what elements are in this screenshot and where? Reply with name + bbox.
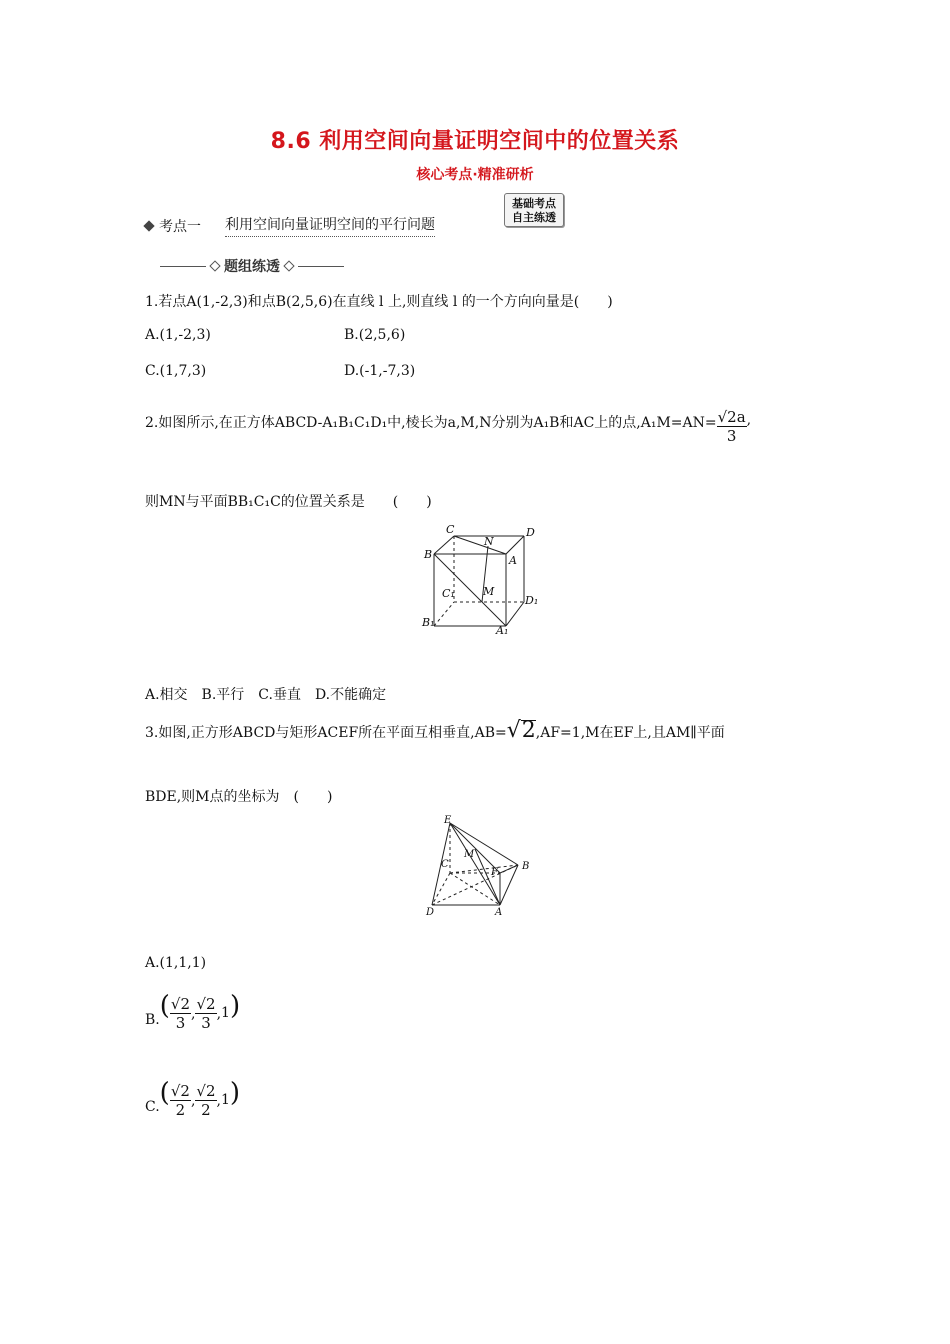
- diamond-icon: [209, 260, 220, 271]
- label-C1: C₁: [442, 587, 455, 600]
- label-D1: D₁: [525, 594, 539, 607]
- q2-fraction: [717, 408, 747, 445]
- q3-c-tail: 1: [220, 1091, 230, 1108]
- q3-b-frac1: [170, 995, 191, 1032]
- label-A: A: [509, 554, 517, 567]
- q1-option-a: A.(1,-2,3): [145, 327, 211, 343]
- label-M: M: [464, 849, 475, 860]
- label-B1: B₁: [422, 616, 435, 629]
- q2-stem2: 则MN与平面BB₁C₁C的位置关系是 ( ): [145, 494, 432, 510]
- q1-stem: 1.若点A(1,-2,3)和点B(2,5,6)在直线 l 上,则直线 l 的一个方向向量是( ): [145, 294, 613, 310]
- label-C: C: [446, 523, 455, 536]
- label-E: E: [444, 815, 452, 826]
- q3-b-frac1-num: √2: [170, 995, 191, 1013]
- q2-stem-end: ,: [746, 412, 752, 428]
- prism-figure: [420, 815, 535, 917]
- section-heading: [145, 214, 435, 237]
- page-subtitle: 核心考点·精准研析: [416, 167, 534, 183]
- label-D: D: [526, 526, 535, 539]
- q2-stem-line: [145, 408, 752, 445]
- comma: ,: [191, 1005, 196, 1022]
- q1-option-d: D.(-1,-7,3): [344, 363, 416, 379]
- label-N: N: [484, 535, 494, 548]
- group-title: 题组练透: [224, 259, 280, 275]
- divider: [298, 266, 344, 267]
- q3-sqrt-arg: 2: [521, 718, 536, 743]
- q3-stem-post: ,AF=1,M在EF上,且AM∥平面: [535, 725, 725, 741]
- section-topic: 利用空间向量证明空间的平行问题: [225, 214, 435, 237]
- q3-option-c-label: C.: [145, 1098, 160, 1115]
- group-heading: [160, 256, 344, 276]
- badge-line2: 自主练透: [512, 211, 556, 224]
- q3-c-frac2-num: √2: [196, 1082, 216, 1100]
- label-M: M: [483, 585, 495, 598]
- q3-c-frac2-den: 2: [201, 1101, 211, 1119]
- q3-c-frac2: [195, 1082, 216, 1119]
- q3-c-frac1-num: √2: [170, 1082, 190, 1100]
- q2-frac-num: √2a: [717, 408, 746, 426]
- cube-figure: [420, 522, 545, 640]
- label-F: F: [491, 867, 498, 878]
- q2-stem: 2.如图所示,在正方体ABCD-A₁B₁C₁D₁中,棱长为a,M,N分别为A₁B和AC上的点,A₁M=AN=: [145, 415, 717, 431]
- q2-options: A.相交 B.平行 C.垂直 D.不能确定: [145, 687, 387, 703]
- q3-stem-pre: 3.如图,正方形ABCD与矩形ACEF所在平面互相垂直,AB=: [145, 725, 507, 741]
- section-label: 考点一: [159, 218, 201, 235]
- section-badge: [504, 193, 564, 227]
- q3-c-frac1: [170, 1082, 191, 1119]
- q3-option-c: [145, 1077, 241, 1119]
- q3-option-a: A.(1,1,1): [145, 955, 207, 971]
- q3-option-b: [145, 990, 241, 1032]
- q3-b-tail: 1: [221, 1004, 230, 1021]
- badge-line1: 基础考点: [512, 197, 556, 210]
- q3-b-frac1-den: 3: [175, 1014, 186, 1032]
- q3-sqrt: √2: [506, 718, 536, 743]
- q3-stem2: BDE,则M点的坐标为 ( ): [145, 789, 333, 805]
- diamond-icon: [283, 260, 294, 271]
- label-B: B: [522, 861, 530, 872]
- q3-option-b-label: B.: [145, 1011, 160, 1028]
- comma: ,: [190, 1092, 196, 1109]
- label-B: B: [424, 548, 433, 561]
- right-paren: ): [229, 990, 241, 1021]
- divider: [160, 266, 206, 267]
- q1-option-b: B.(2,5,6): [344, 327, 406, 343]
- page-title: 8.6 利用空间向量证明空间中的位置关系: [270, 129, 680, 154]
- right-paren: ): [229, 1077, 241, 1108]
- q3-b-frac2-num: √2: [196, 995, 216, 1013]
- left-paren: (: [159, 990, 170, 1021]
- left-paren: (: [159, 1077, 170, 1108]
- label-C: C: [441, 859, 449, 870]
- label-D: D: [426, 907, 435, 917]
- comma: ,: [216, 1005, 222, 1022]
- diamond-icon: [143, 220, 154, 231]
- label-A: A: [495, 907, 503, 917]
- q3-b-frac2: [195, 995, 216, 1032]
- q3-b-frac2-den: 3: [201, 1014, 211, 1032]
- comma: ,: [216, 1092, 221, 1109]
- label-A1: A₁: [496, 624, 509, 637]
- q2-frac-den: 3: [726, 427, 737, 445]
- q1-option-c: C.(1,7,3): [145, 363, 207, 379]
- q3-stem-line: [145, 718, 725, 743]
- q3-c-frac1-den: 2: [175, 1101, 186, 1119]
